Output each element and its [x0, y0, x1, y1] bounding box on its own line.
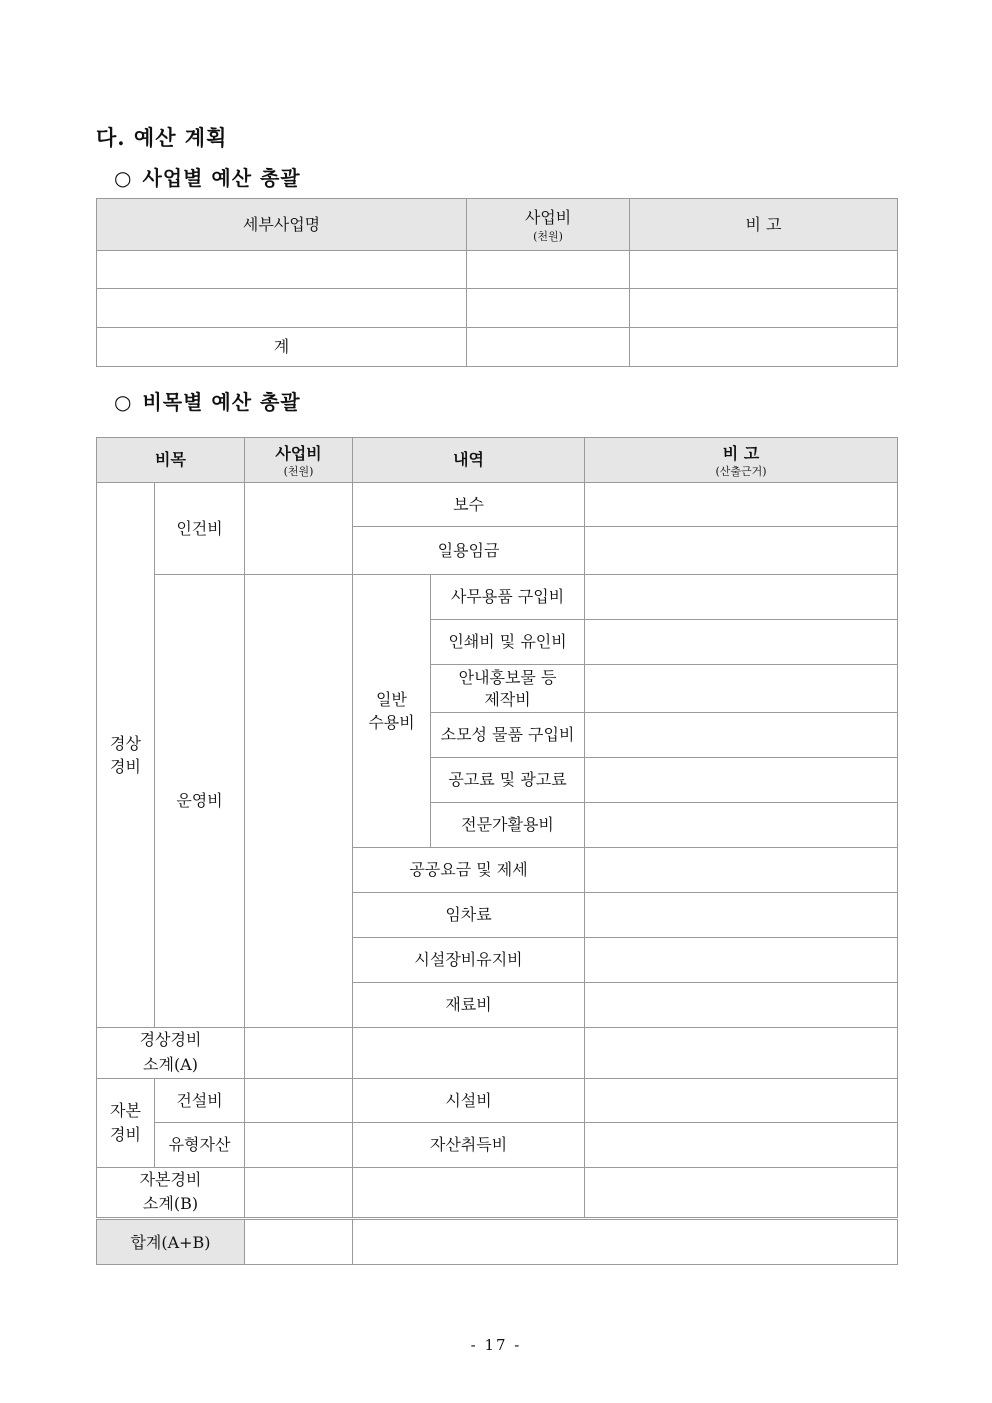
subtotal-b-label: 자본경비 소계(B) [97, 1167, 245, 1219]
project-cost-cell[interactable] [467, 251, 630, 289]
header-project-cost: 사업비 (천원) [467, 199, 630, 251]
daily-wage-label: 일용임금 [353, 527, 585, 575]
table-header-row [97, 199, 898, 251]
circle-bullet-icon: ○ [114, 390, 133, 414]
table-row [97, 289, 898, 328]
header-note: 비 고 [630, 199, 898, 251]
note-cell[interactable] [585, 1167, 898, 1219]
general-item-label: 사무용품 구입비 [431, 575, 585, 620]
construction-label: 건설비 [155, 1078, 245, 1122]
page-number: - 17 - [470, 1336, 522, 1354]
note-cell[interactable] [585, 1122, 898, 1167]
subsection-title-text: 사업별 예산 총괄 [142, 166, 301, 190]
note-cell[interactable] [585, 1028, 898, 1079]
general-item-label: 전문가활용비 [431, 803, 585, 848]
note-cell[interactable] [585, 938, 898, 983]
total-label: 계 [97, 328, 467, 367]
subsection-title-by-project [114, 162, 301, 191]
budget-by-item-table [96, 437, 898, 1265]
pay-label: 보수 [353, 483, 585, 527]
note-cell[interactable] [630, 289, 898, 328]
grand-total-row [97, 1219, 898, 1265]
table-row [97, 1078, 898, 1122]
note-cell[interactable] [630, 251, 898, 289]
operating-cost-cell[interactable] [245, 575, 353, 1028]
recurring-expense-label: 경상 경비 [97, 483, 155, 1028]
note-cell[interactable] [585, 1078, 898, 1122]
subsection-title-by-item [114, 386, 301, 415]
facility-label: 시설비 [353, 1078, 585, 1122]
project-cost-cell[interactable] [467, 289, 630, 328]
table-row [97, 483, 898, 527]
personnel-label: 인건비 [155, 483, 245, 575]
capital-expense-label: 자본 경비 [97, 1078, 155, 1167]
note-cell[interactable] [585, 483, 898, 527]
note-cell[interactable] [585, 620, 898, 665]
construction-cost-cell[interactable] [245, 1078, 353, 1122]
note-cell[interactable] [585, 893, 898, 938]
note-cell[interactable] [585, 575, 898, 620]
total-row [97, 328, 898, 367]
subtotal-b-row [97, 1167, 898, 1219]
circle-bullet-icon: ○ [114, 166, 133, 190]
general-item-label: 공고료 및 광고료 [431, 758, 585, 803]
rent-label: 임차료 [353, 893, 585, 938]
note-cell[interactable] [585, 758, 898, 803]
project-name-cell[interactable] [97, 289, 467, 328]
table-row [97, 575, 898, 620]
general-item-label: 인쇄비 및 유인비 [431, 620, 585, 665]
header-note: 비 고 (산출근거) [585, 438, 898, 483]
personnel-cost-cell[interactable] [245, 483, 353, 575]
note-cell[interactable] [585, 983, 898, 1028]
total-note-cell[interactable] [630, 328, 898, 367]
subtotal-a-row [97, 1028, 898, 1079]
header-item: 비목 [97, 438, 245, 483]
subsection-title-text: 비목별 예산 총괄 [142, 390, 301, 414]
operating-label: 운영비 [155, 575, 245, 1028]
subtotal-a-cost-cell[interactable] [245, 1028, 353, 1079]
table-row [97, 251, 898, 289]
note-cell[interactable] [585, 848, 898, 893]
table-row [97, 1122, 898, 1167]
note-cell[interactable] [585, 713, 898, 758]
header-cost: 사업비 (천원) [245, 438, 353, 483]
tangible-asset-label: 유형자산 [155, 1122, 245, 1167]
grand-total-cost-cell[interactable] [245, 1219, 353, 1265]
subtotal-a-detail-cell[interactable] [353, 1028, 585, 1079]
grand-total-label: 합계(A+B) [97, 1219, 245, 1265]
total-cost-cell[interactable] [467, 328, 630, 367]
table-header-row [97, 438, 898, 483]
subtotal-a-label: 경상경비 소계(A) [97, 1028, 245, 1079]
materials-label: 재료비 [353, 983, 585, 1028]
header-project-name: 세부사업명 [97, 199, 467, 251]
tangible-cost-cell[interactable] [245, 1122, 353, 1167]
header-detail: 내역 [353, 438, 585, 483]
section-heading: 다. 예산 계획 [96, 125, 228, 150]
maintenance-label: 시설장비유지비 [353, 938, 585, 983]
grand-total-detail-cell[interactable] [353, 1219, 898, 1265]
project-name-cell[interactable] [97, 251, 467, 289]
general-item-label: 안내홍보물 등 제작비 [431, 665, 585, 713]
general-item-label: 소모성 물품 구입비 [431, 713, 585, 758]
note-cell[interactable] [585, 803, 898, 848]
acquisition-label: 자산취득비 [353, 1122, 585, 1167]
budget-by-project-table [96, 198, 898, 367]
note-cell[interactable] [585, 665, 898, 713]
general-supplies-label: 일반 수용비 [353, 575, 431, 848]
public-fees-label: 공공요금 및 제세 [353, 848, 585, 893]
subtotal-b-cost-cell[interactable] [245, 1167, 353, 1219]
subtotal-b-detail-cell[interactable] [353, 1167, 585, 1219]
note-cell[interactable] [585, 527, 898, 575]
